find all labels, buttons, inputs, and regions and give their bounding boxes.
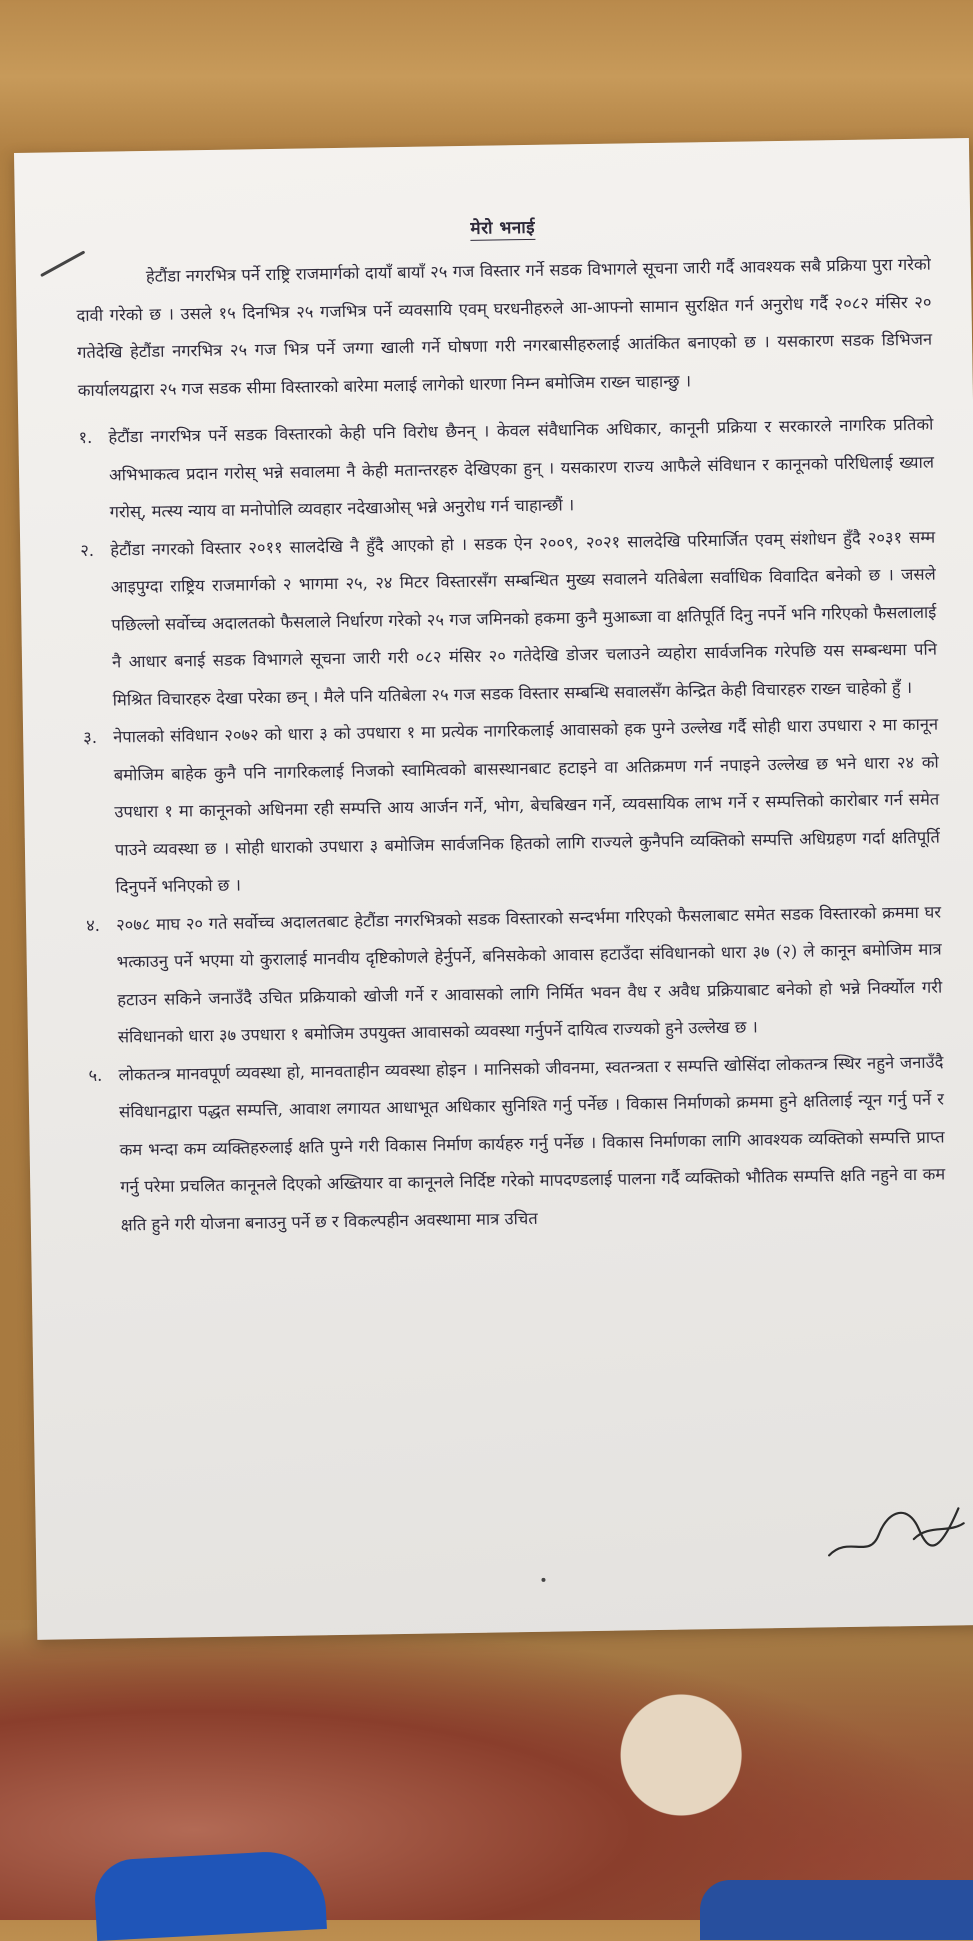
point-text: हेटौंडा नगरभित्र पर्ने सडक विस्तारको केही पनि विरोध छैनन् । केवल संवैधानिक अधिकार, कानूनी प्रक्रिया र सरकारले नागरिक प्रतिको अभिभाकत्व प्रदान गरोस् भन्ने सवालमा नै केही मतान्तरहरु देखिएका हुन् । यसकारण राज्य आफैले संविधान र कानूनको परिधिलाई ख्याल गरोस्, मत्स्य न्याय वा मनोपोलि व्यवहार नदेखाओस् भन्ने अनुरोध गर्न चाहान्छौं । <box>108 414 935 522</box>
points-list <box>78 406 946 1244</box>
point-number: ४. <box>85 915 101 935</box>
document-title <box>75 209 930 245</box>
ink-dot <box>541 1578 545 1582</box>
intro-paragraph: हेटौंडा नगरभित्र पर्ने राष्ट्रि राजमार्गको दायाँ बायाँ २५ गज विस्तार गर्ने सडक विभागले सूचना जारी गर्दै आवश्यक सबै प्रक्रिया पुरा गरेको दावी गरेको छ । उसले १५ दिनभित्र २५ गजभित्र पर्ने व्यवसायि एवम् घरधनीहरुले आ-आफ्नो सामान सुरक्षित गर्न अनुरोध गर्दै २०८२ मंसिर २० गतेदेखि हेटौंडा नगरभित्र २५ गज भित्र पर्ने जग्गा खाली गर्ने घोषणा गरी नगरबासीहरुलाई आतंकित बनाएको छ । यसकारण सडक डिभिजन कार्यालयद्वारा २५ गज सडक सीमा विस्तारको बारेमा मलाई लागेको धारणा निम्न बमोजिम राख्न चाहान्छु । <box>76 254 933 400</box>
point-text: नेपालको संविधान २०७२ को धारा ३ को उपधारा १ मा प्रत्येक नागरिकलाई आवासको हक पुग्ने उल्लेख गर्दै सोही धारा उपधारा २ मा कानून बमोजिम बाहेक कुनै पनि नागरिकलाई निजको स्वामित्वको बासस्थानबाट हटाइने वा अतिक्रमण गर्न नपाइने उल्लेख छ भने धारा २४ को उपधारा १ मा कानूनको अधिनमा रही सम्पत्ति आय आर्जन गर्ने, भोग, बेचबिखन गर्ने, व्यवसायिक लाभ गर्ने र सम्पत्तिको कारोबार गर्न समेत पाउने व्यवस्था छ । सोही धाराको उपधारा ३ बमोजिम सार्वजनिक हितको लागि राज्यले कुनैपनि व्यक्तिको सम्पत्ति अधिग्रहण गर्दा क्षतिपूर्ति दिनुपर्ने भनिएको छ । <box>113 714 941 897</box>
point-number: ५. <box>88 1065 103 1085</box>
handwritten-signature <box>818 1493 969 1565</box>
blue-cloth-right <box>700 1880 973 1940</box>
blue-cloth <box>93 1849 327 1941</box>
document-page <box>14 138 973 1640</box>
point-text: २०७८ माघ २० गते सर्वोच्च अदालतबाट हेटौंडा नगरभित्रको सडक विस्तारको सन्दर्भमा गरिएको फैसलाबाट समेत सडक विस्तारको क्रममा घर भत्काउनु पर्ने भएमा यो कुरालाई मानवीय दृष्टिकोणले हेर्नुपर्ने, बनिसकेको आवास हटाउँदा संविधानको धारा ३७ (२) ले कानून बमोजिम मात्र हटाउन सकिने जनाउँदै उचित प्रक्रियाको खोजी गर्ने र आवासको लागि निर्मित भवन वैध र अवैध प्रक्रियाबाट बनेको हो भन्ने निर्क्योल गरी संविधानको धारा ३७ उपधारा १ बमोजिम उपयुक्त आवासको व्यवस्था गर्नुपर्ने दायित्व राज्यको हुने उल्लेख छ । <box>115 902 943 1047</box>
point-item <box>88 1043 946 1244</box>
point-item <box>80 518 938 719</box>
point-text: हेटौंडा नगरको विस्तार २०११ सालदेखि नै हुँदै आएको हो । सडक ऐन २००९, २०२१ सालदेखि परिमार्जित एवम् संशोधन हुँदै २०३१ सम्म आइपुग्दा राष्ट्रिय राजमार्गको २ भागमा २५, २४ मिटर विस्तारसँग सम्बन्धित मुख्य सवालने यतिबेला सर्वाधिक विवादित बनेको छ । जसले पछिल्लो सर्वोच्च अदालतको फैसलाले निर्धारण गरेको २५ गज जमिनको हकमा कुनै मुआब्जा वा क्षतिपूर्ति दिनु नपर्ने भनि गरिएको फैसलालाई नै आधार बनाई सडक विभागले सूचना जारी गरी ०८२ मंसिर २० गतेदेखि डोजर चलाउने व्यहोरा सार्वजनिक गरेपछि यस सम्बन्धमा पनि मिश्रित विचारहरु देखा परेका छन् । मैले पनि यतिबेला २५ गज सडक विस्तार सम्बन्धि सवालसँग केन्द्रित केही विचारहरु राख्न चाहेको हुँ । <box>110 527 938 710</box>
point-item <box>78 406 935 532</box>
point-number: २. <box>80 540 95 560</box>
point-item <box>83 706 941 907</box>
point-item <box>86 893 943 1056</box>
point-number: १. <box>78 427 93 448</box>
point-number: ३. <box>83 727 98 747</box>
document-title-text: मेरो भनाई <box>470 217 536 239</box>
point-text: लोकतन्त्र मानवपूर्ण व्यवस्था हो, मानवताहीन व्यवस्था होइन । मानिसको जीवनमा, स्वतन्त्रता र सम्पत्ति खोसिंदा लोकतन्त्र स्थिर नहुने जनाउँदै संविधानद्वारा पद्धत सम्पत्ति, आवाश लगायत आधाभूत अधिकार सुनिश्ति गर्नु पर्नेछ । विकास निर्माणको क्रममा हुने क्षतिलाई न्यून गर्नु पर्ने र कम भन्दा कम व्यक्तिहरुलाई क्षति पुग्ने गरी विकास निर्माण कार्यहरु गर्नु पर्नेछ । विकास निर्माणका लागि आवश्यक व्यक्तिको सम्पत्ति प्राप्त गर्नु परेमा प्रचलित कानूनले दिएको अख्तियार वा कानूनले निर्दिष्ट गरेको मापदण्डलाई पालना गर्दै व्यक्तिको भौतिक सम्पत्ति क्षति नहुने वा कम क्षति हुने गरी योजना बनाउनु पर्ने छ र विकल्पहीन अवस्थामा मात्र उचित <box>118 1052 946 1234</box>
